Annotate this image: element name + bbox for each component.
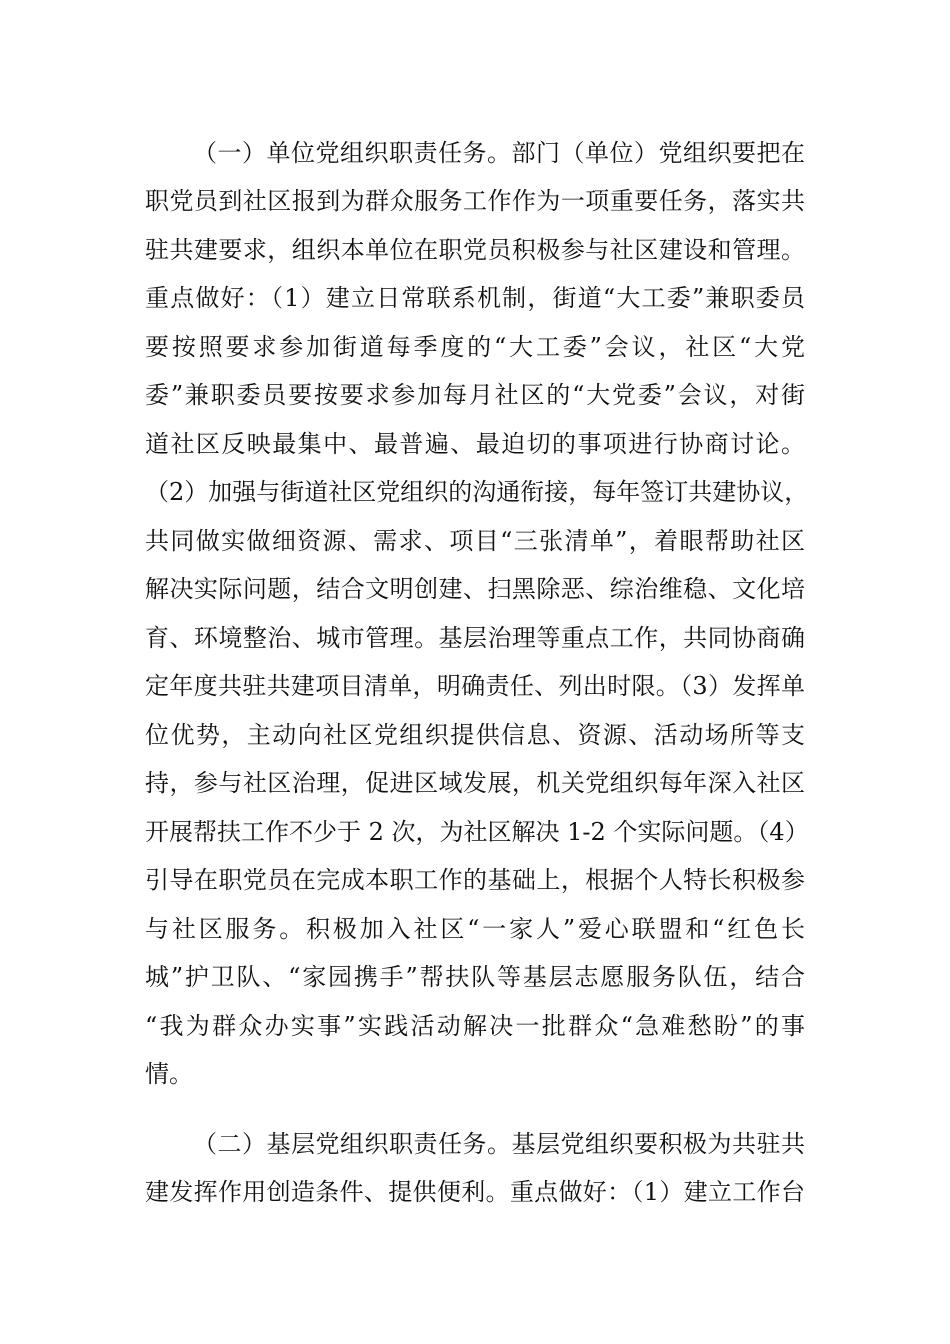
paragraph-line: 建发挥作用创造条件、提供便利。重点做好：（1）建立工作台 (145, 1178, 805, 1206)
paragraph-line: “我为群众办实事”实践活动解决一批群众“急难愁盼”的事 (145, 1012, 805, 1040)
paragraph-line: 委”兼职委员要按要求参加每月社区的“大党委”会议，对街 (145, 381, 805, 409)
paragraph-line: 育、环境整治、城市管理。基层治理等重点工作，共同协商确 (145, 624, 805, 652)
paragraph-line: 驻共建要求，组织本单位在职党员积极参与社区建设和管理。 (145, 236, 805, 264)
paragraph-line: 定年度共驻共建项目清单，明确责任、列出时限。（3）发挥单 (145, 672, 805, 700)
paragraph-line: （二）基层党组织职责任务。基层党组织要积极为共驻共 (193, 1130, 805, 1158)
paragraph-line: 共同做实做细资源、需求、项目“三张清单”，着眼帮助社区 (145, 527, 805, 555)
paragraph-line: 道社区反映最集中、最普遍、最迫切的事项进行协商讨论。 (145, 430, 805, 458)
paragraph-line: （一）单位党组织职责任务。部门（单位）党组织要把在 (193, 139, 805, 167)
paragraph-line: 持，参与社区治理，促进区域发展，机关党组织每年深入社区 (145, 769, 805, 797)
paragraph-line: （2）加强与街道社区党组织的沟通衔接，每年签订共建协议， (145, 478, 809, 506)
paragraph-line: 情。 (145, 1060, 193, 1088)
paragraph-line: 城”护卫队、“家园携手”帮扶队等基层志愿服务队伍，结合 (145, 963, 805, 991)
paragraph-line: 开展帮扶工作不少于 2 次，为社区解决 1-2 个实际问题。（4） (145, 818, 809, 846)
paragraph-line: 位优势，主动向社区党组织提供信息、资源、活动场所等支 (145, 721, 805, 749)
paragraph-line: 要按照要求参加街道每季度的“大工委”会议，社区“大党 (145, 333, 805, 361)
paragraph-line: 职党员到社区报到为群众服务工作作为一项重要任务，落实共 (145, 187, 805, 215)
paragraph-line: 与社区服务。积极加入社区“一家人”爱心联盟和“红色长 (145, 915, 805, 943)
paragraph-line: 引导在职党员在完成本职工作的基础上，根据个人特长积极参 (145, 866, 805, 894)
paragraph-line: 重点做好：（1）建立日常联系机制，街道“大工委”兼职委员 (145, 284, 805, 312)
paragraph-line: 解决实际问题，结合文明创建、扫黑除恶、综治维稳、文化培 (145, 575, 805, 603)
